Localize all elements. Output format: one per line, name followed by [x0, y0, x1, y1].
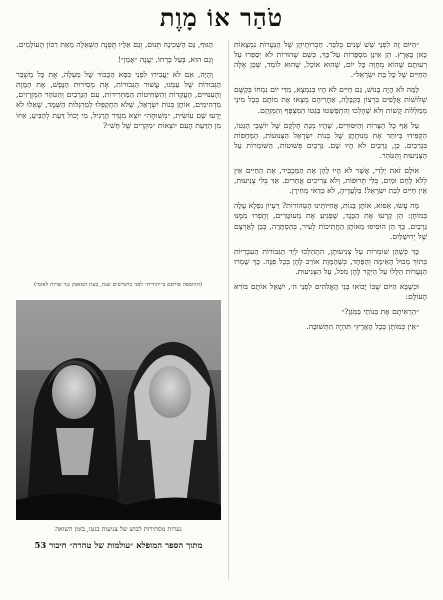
paragraph: וְגַם הוּא, בְּעַל כָּרְחוֹ, יַעֲנֶה ״אָמֵן״! [117, 55, 213, 65]
paragraph: כָּךְ כְּשֶׁהֵן שׁוֹמְרוֹת עַל צְנִיעוּתָן, הִתְהַלְּכוּ לְיַד הַגִּבּוֹרוֹת הַעִבְרִיּוֹת בְּתוֹךְ מְבוּל הָאֵימָה וְהַפֶּחָד, כְּשֶׁהַמָּוֶת אוֹרֵב לָהֶן בְּכָל פִּנָּה. כָּךְ שָׁמְרוּ הַנְּעָרוֹת הַלָּלוּ עַל הַיְקָר לָהֶן מִכֹּל, עַל הַצְּנִיעוּת. [234, 246, 427, 276]
publication-note: (ההוספה פורסם ב״יהודית״ לפני כחמישים שנה, בעת המאבק נגד שרות לאומי) [33, 282, 203, 288]
article-title: טֹהַר אוֹ מָוֶת [159, 3, 284, 32]
paragraph: ״אֵין כְּמוֹתָן בְּכָל הָאָרֶץ״ תִּהְיֶה הַתְּשׁוּבָה. [306, 322, 419, 332]
paragraph: ״הַיּוֹם זֶה לִפְנֵי שֵׁשׁ שָׁנִים בְּלִבַּד. חַבְרוּתֵיהֶן שֶׁל הַנְּעָרוֹת נִמְצָאוֹת כָּאן בָּאָרֶץ. הֵן אֵינָן מִסְפָּרוֹת עַל־כָּךְ, כְּשֵׁם שֶׁהוּרוֹת לֹא יְסַפְּרוּ עַל רְעוּתָם שֶׁהוֹא מְחַוֶּה כָּל יוֹם, שֶׁהוּא אוֹכֵל, שֶׁהוּא לוֹמֵד, שֶׁכֵּן אֵלֶּה הַחַיִּים שֶׁל כָּל בַּת יִשְׂרָאֵל״. [234, 40, 427, 80]
paragraph: וְהָיָה, אִם לֹא יַעֲבִירוּ לִפְנֵי כִּסֵּא הַכָּבוֹד שֶׁל מַעְלָה, אֶת כָּל מַשְׁבֵּר הַגְּבוּרוֹת שֶׁל עַמֵּנוּ, עֲשׁוּר הַגְּבוּרוֹת, אֶת מְסִירוּת הַנֶּפֶשׁ, אֶת הַמָּוֶת וְהָעִנּוּיִים, הָעֲקֵדוֹת וְהַשְּׂחִיטוֹת הַמַּחְרִידוֹת, עִם הַגַּרְבַיִם וְהַטֹּהַר הַמְּזֻרְזִים, מַדְהִימִים, אוֹתָן בְּנוֹת יִשְׂרָאֵל, שֶׁלֹּא הִתְקַפְּלוּ לְמַרְגְּלוֹת הַשְּׁמָד, שֶׁאֵלוּ לֹא יָדְעוּ שֵׁם עוֹשִׂית, ״מְשׁוּחָה״ יוֹצֵא מִגְדַּר הָרָגִיל, מִי יָכוֹל דַּעַת לְהַבִּיעַ, אֵיזוֹ מִן הַדַּעַת הָעִם יוֹצְאוֹת ״מִקְרִים שֶׁל חֵשׁ״? [16, 70, 221, 130]
paragraph: אוּלָם זֹאת יַלְדֵי, אֲשֶׁר לֹא הָיוּ לָהֶן אֶת הַמַּכְבֵּיר, אֶת הַחַיִּים אֵין לְלֹא לֶחֶם וּמַיִם, בְּלִי תְּרוּפוֹת, וְלֹא צְרִיכִים אֲחֵרִים. אַךְ בְּלִי צְנִיעוּת, אֵין חַיִּים לְבַת יִשְׂרָאֵל! בִּלְעָדֶיהָ, לֹא כְּדַאי מְחִירָן. [234, 166, 427, 196]
right-column [234, 40, 427, 585]
column-divider [228, 40, 229, 580]
paragraph: מָה עָשׂוּ, אֵפוֹא, אוֹתָן בָּנוֹת, אֲחִיּוֹתֵינוּ הַטְּהוֹרוֹת? רַעְיוֹן נִפְלָא עָלָה בְּמוֹחָן: הֵן קָרְעוּ אֶת הַבֶּגֶד, שֶׁפְּגִיעַ אֶת מְעוֹטָרִים, וְתָפְרוּ מִמֶּנּוּ גַּרְבַיִם. כָּךְ הֵן הוֹסִיפוּ מֵאוֹתָן הַחֲתִיכוֹת לְעִיר, בְּהַסְתָּרָה, כְּבֵן לְאַרְצָם שֶׁל יְרוּשָׁלַיִם. [234, 201, 427, 241]
source-credit: מתוך הספר המופלא ״עולמות של טהרה״ חיבור 53 [34, 540, 203, 550]
left-column [16, 40, 221, 280]
photo-caption: נערות מסתירות לבוש של צניעות בגטו, בזמן השואה [55, 525, 182, 533]
historical-photo [16, 300, 221, 520]
paragraph: ״הַרְאִיתֶם אֶת בְּנוֹתַי בַּמַּגַּן?״ [341, 307, 419, 317]
photo-image [16, 300, 221, 520]
paragraph: לָמָּה לֹא הָיָה בָּנוּשׁ, גַּם חַיִּים לֹא הָיוּ בְּנִמְצָא, מִדֵּי יוֹם נִמְחוֹ בְּקַשָּׁם שְׁלוֹשׁוֹת אֲלָפִים בִּרְצוֹן בְּקַבָּלָה, אַחֲרֵיהֶם מְצָאוּ אֶת מוֹתָם בְּכָל מִינֵי מְמַלְּלוֹת קָשׁוֹת וְלֹא שֶׁהֶלְכוּ וְהִתְפַּשְּׁטוּ בַּגֵּטוֹ הַמְּצֻפָּף וְהַמְּזֻהָם. [234, 85, 427, 115]
paragraph: עַל אַף כָּל הַצָּרוֹת וְהַיִּסּוּרִים, שֶׁהָיוּ מְנַת חֶלְקָם שֶׁל יוֹשְׁבֵי הַגֵּטוֹ, הִקְפִּידוּ בְּיוֹתֵר אֶת מְנוּחָתָן שֶׁל בְּנוֹת יִשְׂרָאֵל הַצְּנוּעוֹת, הַמְּחַסּוֹת בִּגְרֵבַיִם. כֵּן, גַּרְבַיִם לֹא הָיוּ שָׁם. גַּרְבַיִם פְּשׁוּטוֹת, הַשּׁוֹמְרוֹת עַל הַצְּנִיעוּת וְהַטֹּהַר. [234, 120, 427, 160]
paragraph: וּכְשֶׁבָּא הַיּוֹם שֶׁבּוֹ יָבוֹאוּ בְּנֵי הָאֱלֹהִים לִפְנֵי ה׳, יִשְׁאַל אוֹתָם בּוֹרֵא הָעוֹלָם: [234, 281, 427, 302]
paragraph: הַגּוּף, גַּם הַשְּׁכִינָה תְּנוּם, וְגַם אֵלָיו תֻּפְנֶה הַשְּׁאֵלָה מֵאֵת רִבּוֹן הָעוֹלָמִים. [16, 40, 213, 49]
